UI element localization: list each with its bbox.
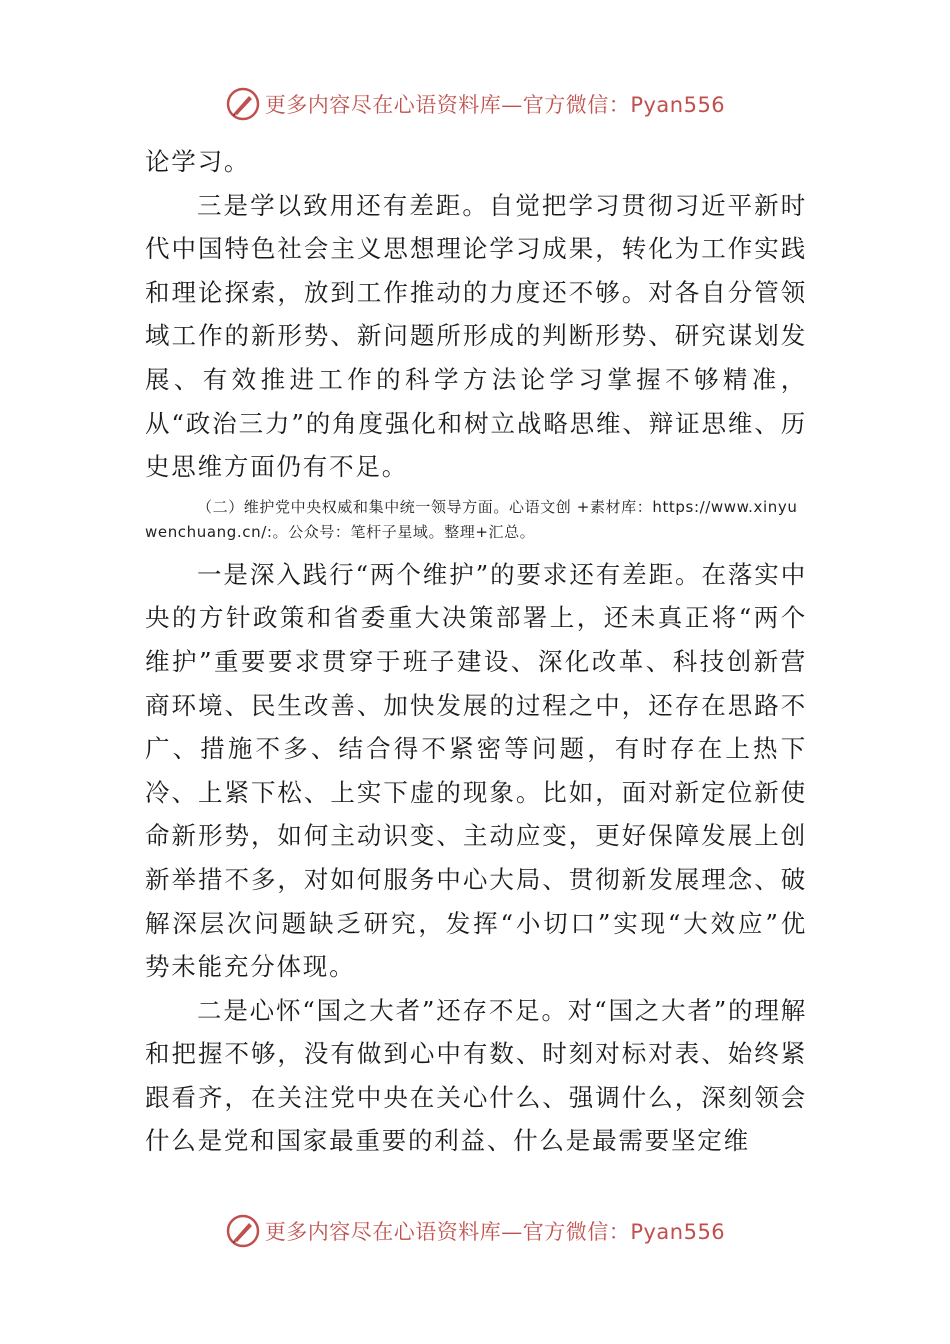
section-heading: （二）维护党中央权威和集中统一领导方面。心语文创 +素材库：https://www.xinyuwenchuang.cn/:。公众号：笔杆子星域。整理+汇总。 — [145, 497, 798, 541]
paragraph: 二是心怀“国之大者”还存不足。对“国之大者”的理解和把握不够，没有做到心中有数、时刻对标对表、始终紧跟看齐，在关注党中央在关心什么、强调什么，深刻领会什么是党和国家最重要的利益、什么是最需要坚定维 — [145, 995, 807, 1156]
banner-text: 更多内容尽在心语资料库—官方微信：Pyan556 — [264, 93, 726, 117]
wechat-id: Pyan556 — [630, 93, 726, 117]
document-body — [145, 140, 807, 1163]
pen-logo-icon — [225, 86, 261, 122]
footer-banner — [0, 1209, 950, 1253]
banner-text: 更多内容尽在心语资料库—官方微信：Pyan556 — [264, 1220, 726, 1244]
paragraph: 一是深入践行“两个维护”的要求还有差距。在落实中央的方针政策和省委重大决策部署上，还未真正将“两个维护”重要要求贯穿于班子建设、深化改革、科技创新营商环境、民生改善、加快发展的过程之中，还存在思路不广、措施不多、结合得不紧密等问题，有时存在上热下冷、上紧下松、上实下虚的现象。比如，面对新定位新使命新形势，如何主动识变、主动应变，更好保障发展上创新举措不多，对如何服务中心大局、贯彻新发展理念、破解深层次问题缺乏研究，发挥“小切口”实现“大效应”优势未能充分体现。 — [145, 559, 807, 982]
pen-logo-icon — [225, 1213, 261, 1249]
header-banner — [0, 82, 950, 126]
paragraph: 三是学以致用还有差距。自觉把学习贯彻习近平新时代中国特色社会主义思想理论学习成果，转化为工作实践和理论探索，放到工作推动的力度还不够。对各自分管领域工作的新形势、新问题所形成的判断形势、研究谋划发展、有效推进工作的科学方法论学习掌握不够精准，从“政治三力”的角度强化和树立战略思维、辩证思维、历史思维方面仍有不足。 — [145, 190, 807, 482]
paragraph: 论学习。 — [145, 147, 251, 176]
wechat-id: Pyan556 — [630, 1220, 726, 1244]
